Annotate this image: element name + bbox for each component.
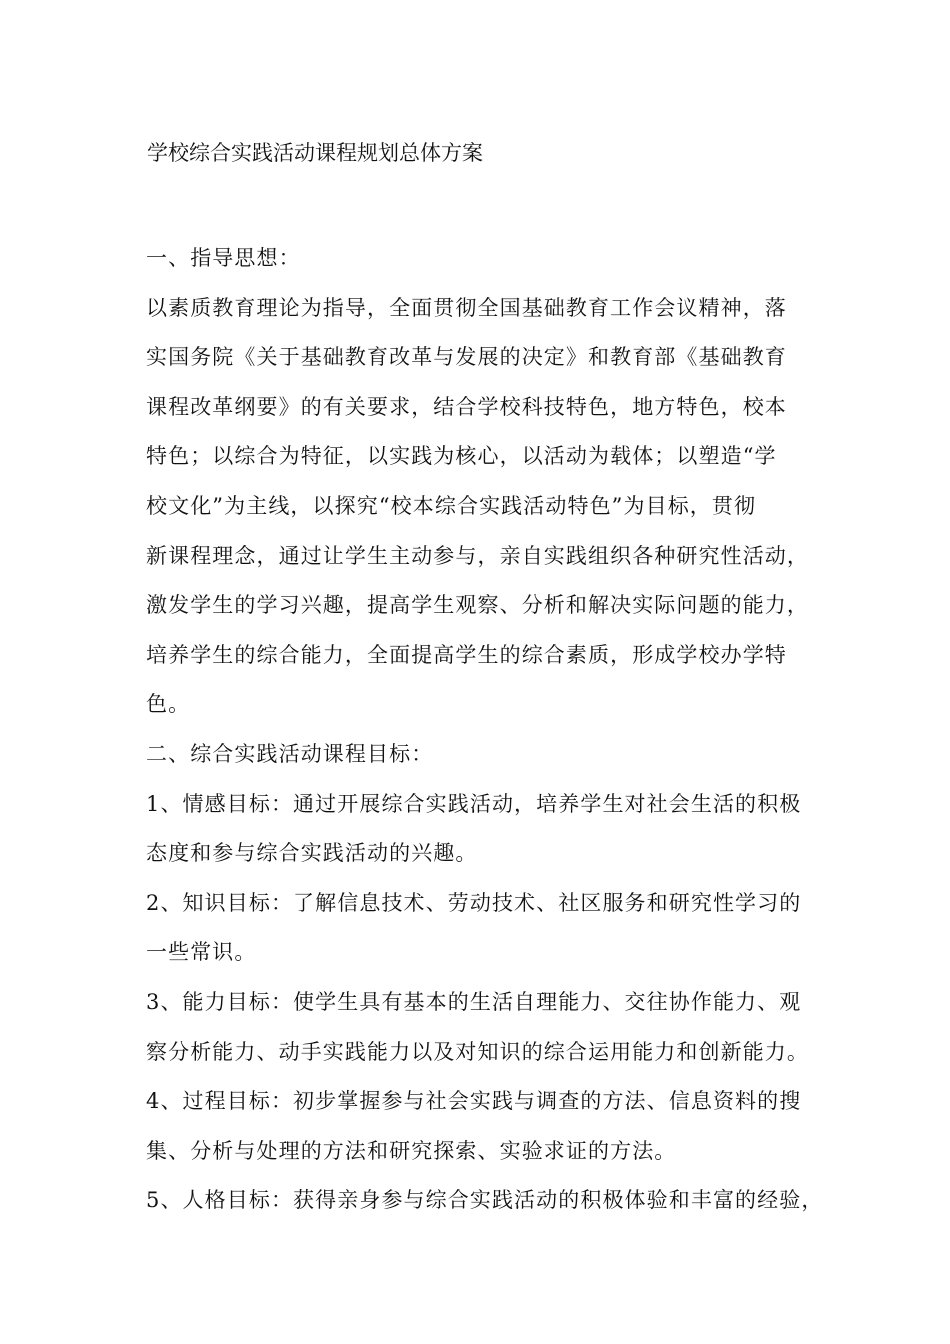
goal-item-line: 4、过程目标：初步掌握参与社会实践与调查的方法、信息资料的搜 [146, 1089, 802, 1114]
goal-item-line: 2、知识目标：了解信息技术、劳动技术、社区服务和研究性学习的 [146, 890, 802, 915]
goal-item-line: 5、人格目标：获得亲身参与综合实践活动的积极体验和丰富的经验， [146, 1188, 824, 1213]
goal-item-line: 一些常识。 [146, 940, 257, 965]
paragraph-line: 新课程理念，通过让学生主动参与，亲自实践组织各种研究性活动， [146, 543, 809, 568]
paragraph-line: 课程改革纲要》的有关要求，结合学校科技特色，地方特色，校本 [146, 394, 787, 419]
goal-item-line: 3、能力目标：使学生具有基本的生活自理能力、交往协作能力、观 [146, 989, 802, 1014]
goal-item-line: 集、分析与处理的方法和研究探索、实验求证的方法。 [146, 1138, 677, 1163]
paragraph-line: 以素质教育理论为指导，全面贯彻全国基础教育工作会议精神，落 [146, 295, 787, 320]
section-heading-course-goals: 二、综合实践活动课程目标： [146, 741, 434, 766]
paragraph-line: 校文化”为主线，以探究“校本综合实践活动特色”为目标，贯彻 [146, 493, 757, 518]
section-heading-guiding-ideology: 一、指导思想： [146, 246, 301, 270]
paragraph-line: 培养学生的综合能力，全面提高学生的综合素质，形成学校办学特 [146, 642, 787, 667]
document-title: 学校综合实践活动课程规划总体方案 [147, 141, 483, 165]
goal-item-line: 察分析能力、动手实践能力以及对知识的综合运用能力和创新能力。 [146, 1039, 809, 1064]
paragraph-line: 激发学生的学习兴趣，提高学生观察、分析和解决实际问题的能力， [146, 593, 809, 618]
paragraph-line: 特色；以综合为特征，以实践为核心，以活动为载体；以塑造“学 [146, 444, 777, 469]
paragraph-line: 色。 [146, 692, 191, 717]
goal-item-line: 态度和参与综合实践活动的兴趣。 [146, 841, 478, 866]
document-body [146, 234, 836, 1226]
goal-item-line: 1、情感目标：通过开展综合实践活动，培养学生对社会生活的积极 [146, 791, 802, 816]
paragraph-line: 实国务院《关于基础教育改革与发展的决定》和教育部《基础教育 [146, 345, 787, 370]
